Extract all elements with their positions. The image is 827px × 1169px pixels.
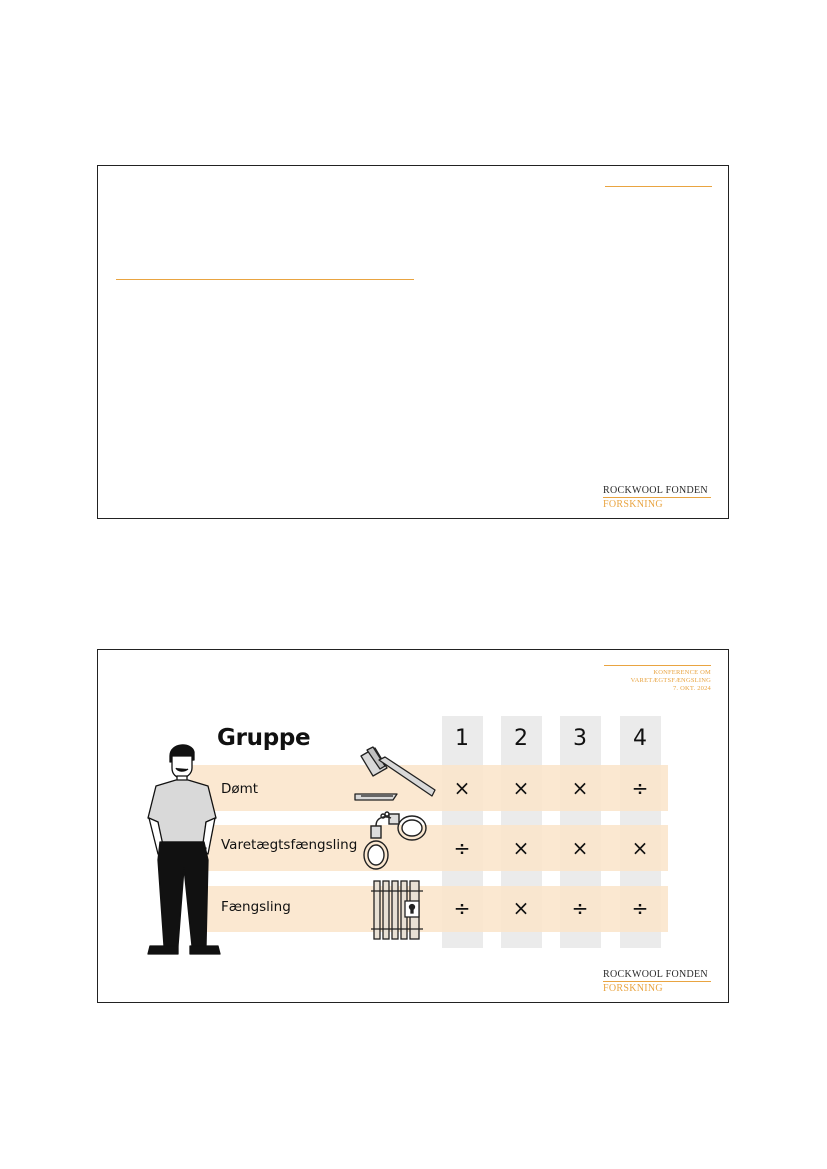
accent-line-left	[116, 279, 414, 280]
column-header-1: 1	[455, 726, 469, 751]
cell-mark: ÷	[571, 896, 589, 920]
column-header-3: 3	[573, 726, 587, 751]
cell-mark: ×	[512, 896, 530, 920]
rockwool-fonden-logo	[603, 969, 711, 994]
conference-line-1: KONFERENCE OM	[653, 669, 711, 676]
handcuffs-icon	[361, 808, 433, 878]
cell-mark: ×	[453, 776, 471, 800]
cell-mark: ×	[631, 836, 649, 860]
logo-line-2: FORSKNING	[603, 983, 663, 994]
cell-mark: ÷	[631, 776, 649, 800]
slide-2	[97, 649, 729, 1003]
row-label-faengsling: Fængsling	[221, 899, 291, 915]
cell-mark: ×	[571, 776, 589, 800]
conference-line-3: 7. OKT. 2024	[672, 685, 711, 692]
logo-divider	[603, 981, 711, 982]
row-label-domt: Dømt	[221, 781, 259, 797]
logo-line-1: ROCKWOOL FONDEN	[603, 969, 708, 980]
logo-line-2: FORSKNING	[603, 499, 663, 510]
logo-divider	[603, 497, 711, 498]
table-title: Gruppe	[217, 725, 311, 751]
logo-line-1: ROCKWOOL FONDEN	[603, 485, 708, 496]
prison-door-icon	[371, 877, 423, 943]
rockwool-fonden-logo	[603, 485, 711, 510]
conference-label	[631, 669, 711, 693]
cell-mark: ×	[571, 836, 589, 860]
accent-line-top	[605, 186, 712, 187]
column-header-4: 4	[633, 726, 647, 751]
column-header-2: 2	[514, 726, 528, 751]
gavel-icon	[353, 744, 439, 804]
handcuffed-person-icon	[136, 738, 232, 958]
cell-mark: ÷	[453, 896, 471, 920]
cell-mark: ×	[512, 776, 530, 800]
cell-mark: ÷	[631, 896, 649, 920]
cell-mark: ×	[512, 836, 530, 860]
row-label-varetaegtsfaengsling: Varetægtsfængsling	[221, 837, 358, 853]
slide-1	[97, 165, 729, 519]
cell-mark: ÷	[453, 836, 471, 860]
conference-line-2: VARETÆGTSFÆNGSLING	[630, 677, 711, 684]
